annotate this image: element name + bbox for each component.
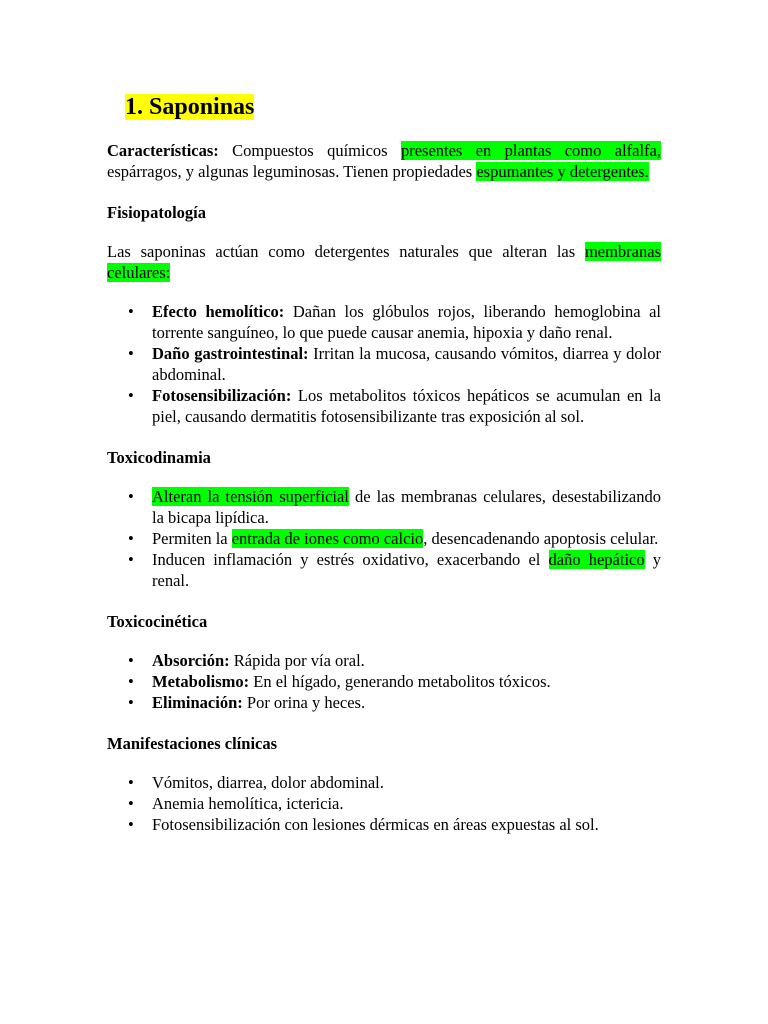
toxicodinamia-list: [107, 486, 661, 591]
item-text: Los metabolitos tóxicos hepáticos se acumulan en la piel, causando dermatitis fotosensibilizante tras exposición al sol.: [152, 386, 661, 426]
list-item: [152, 301, 661, 343]
item-highlight: entrada de iones como calcio: [231, 529, 424, 548]
item-text: Inducen inflamación y estrés oxidativo, exacerbando el: [152, 550, 549, 569]
list-item: [152, 385, 661, 427]
item-label: Efecto hemolítico:: [152, 302, 285, 321]
item-text: Irritan la mucosa, causando vómitos, diarrea y dolor abdominal.: [152, 344, 661, 384]
item-text: , desencadenando apoptosis celular.: [423, 529, 659, 548]
manifestaciones-heading: Manifestaciones clínicas: [107, 734, 278, 753]
caracteristicas-label: Características:: [107, 141, 219, 160]
fisiopatologia-heading: Fisiopatología: [107, 203, 207, 222]
list-item: • Vómitos, diarrea, dolor abdominal.: [152, 772, 661, 793]
item-text: En el hígado, generando metabolitos tóxicos.: [249, 672, 551, 691]
item-label: Metabolismo:: [152, 672, 250, 691]
caracteristicas-paragraph: [107, 140, 661, 182]
toxicocinetica-list: [107, 650, 661, 713]
list-item: [152, 650, 661, 671]
toxicodinamia-heading: Toxicodinamia: [107, 448, 211, 467]
item-text: Rápida por vía oral.: [229, 651, 365, 670]
list-item: • Fotosensibilización con lesiones dérmicas en áreas expuestas al sol.: [152, 814, 661, 835]
manifestaciones-list: [107, 772, 661, 835]
toxicocinetica-heading: Toxicocinética: [107, 612, 208, 631]
list-item: [152, 528, 661, 549]
item-highlight: Alteran la tensión superficial: [152, 487, 349, 506]
caracteristicas-highlight-1: presentes en plantas como alfalfa,: [400, 141, 661, 160]
fisiopatologia-intro: [107, 241, 661, 283]
list-item: [152, 549, 661, 591]
list-item: [152, 692, 661, 713]
caracteristicas-text-a: Compuestos químicos: [218, 141, 401, 160]
page-title: [125, 92, 661, 122]
item-text: de las membranas celulares, desestabilizando la bicapa lipídica.: [152, 487, 661, 527]
document-body: [107, 92, 661, 835]
item-label: Absorción:: [152, 651, 230, 670]
item-text: y renal.: [152, 550, 662, 590]
fisiopatologia-intro-text: Las saponinas actúan como detergentes naturales que alteran las: [107, 242, 585, 261]
item-label: Eliminación:: [152, 693, 243, 712]
list-item: • Anemia hemolítica, ictericia.: [152, 793, 661, 814]
caracteristicas-highlight-2: espumantes y detergentes.: [476, 162, 649, 181]
item-label: Daño gastrointestinal:: [152, 344, 309, 363]
title-highlight: 1. Saponinas: [125, 94, 255, 120]
item-text: Por orina y heces.: [242, 693, 366, 712]
list-item: [152, 671, 661, 692]
item-label: Fotosensibilización:: [152, 386, 292, 405]
list-item: [152, 343, 661, 385]
list-item: [152, 486, 661, 528]
caracteristicas-text-b: espárragos, y algunas leguminosas. Tienen propiedades: [107, 162, 477, 181]
fisiopatologia-list: [107, 301, 661, 427]
item-text: Permiten la: [152, 529, 232, 548]
item-text: Dañan los glóbulos rojos, liberando hemoglobina al torrente sanguíneo, lo que puede causar anemia, hipoxia y daño renal.: [152, 302, 662, 342]
item-highlight: daño hepático: [548, 550, 645, 569]
fisiopatologia-intro-highlight: membranas celulares:: [107, 242, 661, 282]
